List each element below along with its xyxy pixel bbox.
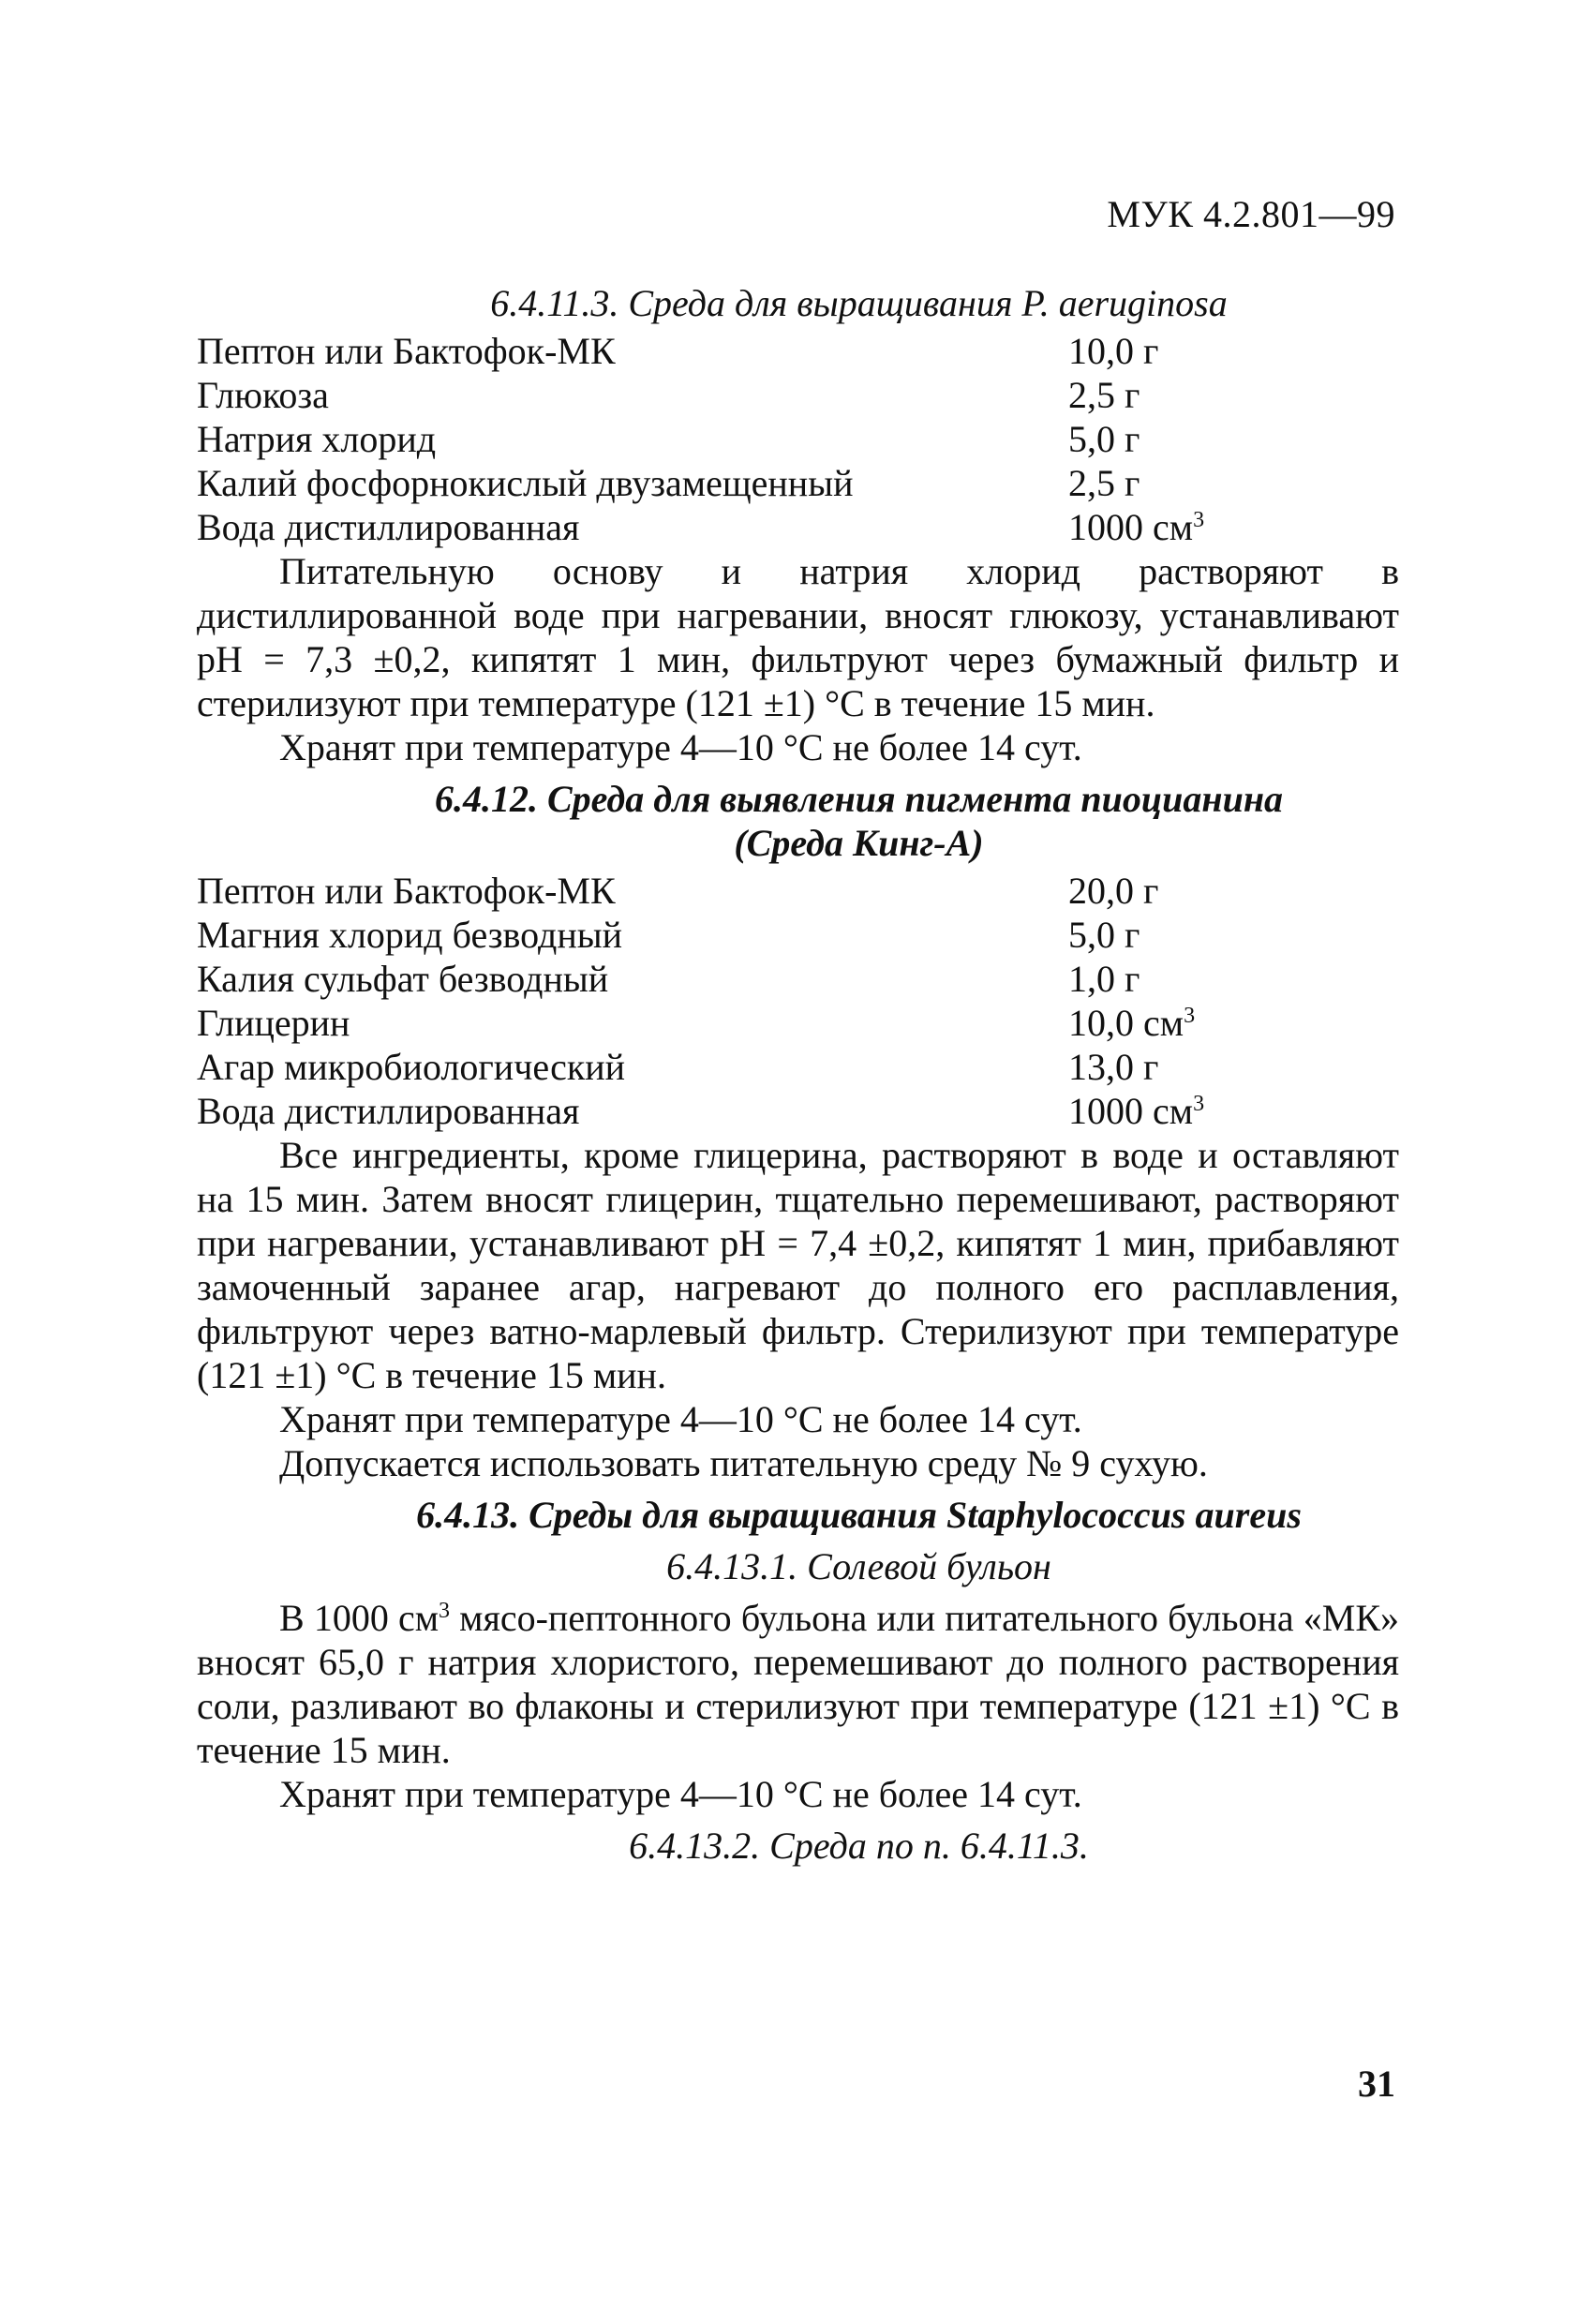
section-heading-6-4-13: 6.4.13. Среды для выращивания Staphylococcus aureus (416, 1494, 1302, 1536)
ingredient-amount: 10,0 $см^3$ (1068, 1002, 1196, 1044)
ingredient-amount: 13,0 г (1068, 1046, 1159, 1088)
subsection-heading-6-4-13-2: 6.4.13.2. Среда по п. 6.4.11.3. (629, 1825, 1089, 1867)
recipe-row (197, 869, 1399, 913)
recipe-row (197, 417, 1399, 461)
recipe-row (197, 505, 1399, 549)
recipe-row (197, 329, 1399, 373)
recipe-row (197, 1045, 1399, 1089)
recipe-row (197, 957, 1399, 1001)
ingredient-amount: 5,0 г (1068, 418, 1140, 460)
ingredient-name: Пептон или Бактофок-МК (197, 330, 616, 372)
storage-paragraph: Хранят при температуре 4—10 °С не более 14 сут. (279, 1773, 1082, 1815)
ingredient-name: Агар микробиологический (197, 1046, 626, 1088)
ingredient-amount: 20,0 г (1068, 870, 1159, 912)
ingredient-name: Калия сульфат безводный (197, 958, 609, 1000)
document-code: МУК 4.2.801—99 (1107, 193, 1395, 235)
recipe-list-p-aeruginosa (197, 329, 1399, 549)
recipe-row (197, 461, 1399, 505)
preparation-paragraph: Все ингредиенты, кроме глицерина, растворяют в воде и оставляют на 15 мин. Затем вносят глицерин, тщательно перемешивают, растворяют при нагревании, устанавливают pH = 7,4 ±0,2, кипятят 1 мин, прибавляют замоченный заранее агар, нагревают до полного его расплавления, фильтруют через ватно-марлевый фильтр. Стерилизуют при температуре (121 ±1) °С в течение 15 мин. (197, 1134, 1399, 1396)
ingredient-name: Глицерин (197, 1002, 350, 1044)
subsection-heading-6-4-13-1: 6.4.13.1. Солевой бульон (666, 1545, 1051, 1587)
ingredient-amount: 2,5 г (1068, 374, 1140, 416)
storage-paragraph: Хранят при температуре 4—10 °С не более 14 сут. (279, 726, 1082, 768)
ingredient-name: Вода дистиллированная (197, 506, 580, 548)
ingredient-amount: 1,0 г (1068, 958, 1140, 1000)
page-number: 31 (1358, 2063, 1395, 2105)
ingredient-amount: 1000 $см^3$ (1068, 506, 1205, 548)
recipe-row (197, 1001, 1399, 1045)
ingredient-amount: 5,0 г (1068, 914, 1140, 956)
note-paragraph: Допускается использовать питательную среду № 9 сухую. (279, 1442, 1208, 1484)
ingredient-amount: 10,0 г (1068, 330, 1159, 372)
section-heading-6-4-11-3: 6.4.11.3. Среда для выращивания P. aeruginosa (490, 282, 1228, 324)
ingredient-name: Вода дистиллированная (197, 1090, 580, 1132)
ingredient-name: Натрия хлорид (197, 418, 437, 460)
storage-paragraph: Хранят при температуре 4—10 °С не более 14 сут. (279, 1398, 1082, 1440)
ingredient-amount: 2,5 г (1068, 462, 1140, 504)
page-content (197, 281, 1399, 1868)
recipe-row (197, 373, 1399, 417)
ingredient-name: Пептон или Бактофок-МК (197, 870, 616, 912)
ingredient-name: Глюкоза (197, 374, 329, 416)
recipe-row (197, 913, 1399, 957)
preparation-paragraph: В 1000 $см^3$ мясо-пептонного бульона или питательного бульона «МК» вносят 65,0 г натрия хлористого, перемешивают до полного растворения соли, разливают во флаконы и стерилизуют при температуре (121 ±1) °С в течение 15 мин. (197, 1597, 1399, 1771)
ingredient-amount: 1000 $см^3$ (1068, 1090, 1205, 1132)
recipe-row (197, 1089, 1399, 1133)
recipe-list-king-a (197, 869, 1399, 1133)
section-subheading-king-a: (Среда Кинг-А) (734, 822, 984, 864)
ingredient-name: Калий фосфорнокислый двузамещенный (197, 462, 854, 504)
ingredient-name: Магния хлорид безводный (197, 914, 623, 956)
preparation-paragraph: Питательную основу и натрия хлорид растворяют в дистиллированной воде при нагревании, вносят глюкозу, устанавливают pH = 7,3 ±0,2, кипятят 1 мин, фильтруют через бумажный фильтр и стерилизуют при температуре (121 ±1) °С в течение 15 мин. (197, 550, 1399, 724)
section-heading-6-4-12: 6.4.12. Среда для выявления пигмента пиоцианина (434, 778, 1284, 820)
